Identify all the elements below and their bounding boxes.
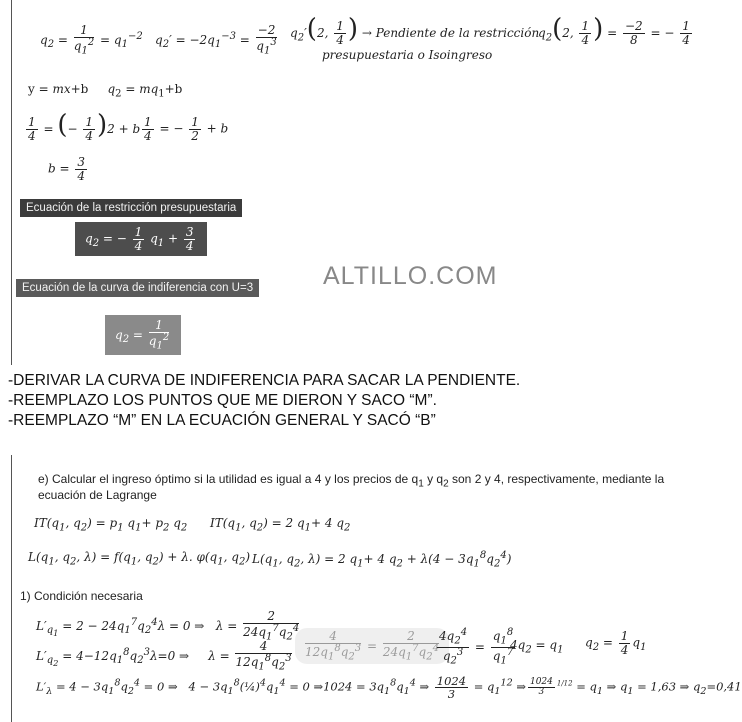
part-e-statement-2: ecuación de Lagrange xyxy=(38,488,157,502)
instruction-3: -REEMPLAZO “M” EN LA ECUACIÓN GENERAL Y SACÓ “B” xyxy=(8,412,436,429)
l-q2: $L'_{q_2} = 4-12q_1^8q_2^3\lambda=0$ ⇒ λ = $\frac{4}{12q_1^8q_2^3}$ xyxy=(36,639,292,672)
eq-line-general: y = mx+b $q_2 = mq_1+b$ xyxy=(28,82,183,100)
eq-q2-definition: $q_2$ = $\frac{1}{q_1^2}$ = $q_1^{-2}$ xyxy=(40,23,143,56)
it-general: $IT(q_1$, $q_2) = p_1$ $q_1+ p_2$ $q_2$ xyxy=(34,516,188,534)
it-specific: $IT(q_1$, $q_2) = 2$ $q_1+ 4$ $q_2$ xyxy=(210,516,351,534)
condicion-necesaria: 1) Condición necesaria xyxy=(20,589,143,603)
ratio-3: $q_2$ = $\frac{1}{4}$ $q_1$ xyxy=(585,629,647,657)
box-curva: $q_2$ = $\frac{1}{q_1^2}$ xyxy=(105,315,181,355)
left-rule-bottom xyxy=(11,455,12,722)
label-restriccion: Ecuación de la restricción presupuestaria xyxy=(20,199,242,217)
left-rule-top xyxy=(11,0,12,365)
l-q1: $L'_{q_1} = 2 - 24q_1^7q_2^4\lambda = 0$ ⇒ λ = $\frac{2}{24q_1^7q_2^4}$ xyxy=(36,609,300,642)
ratio: $\frac{4q_2^4}{q_2^3}$ = $\frac{q_1^8}{q_1^7}$ xyxy=(439,627,514,667)
eq-substitution-2: $\frac{1}{4}$ = − $\frac{1}{2}$ + b xyxy=(144,115,229,143)
eq-substitution-1: $\frac{1}{4}$ = (− $\frac{1}{4}$ )2 + b xyxy=(28,110,141,143)
l-lambda: $L'_\lambda = 4 - 3q_1^8q_2^4 = 0$ ⇒ $4 - 3q_1^8(\frac{1}{4})^4q_1^4 = 0$ ⇒1024 = $3q_1^8q_1^4$ ⇒ $\frac{1024}{3}$ = $q_1^{12}$ ⇒ $\frac{1024}{3}$ $^{1/12} = q_1$ ⇒ $q_1 = 1,63$ ⇒ $q_2=0,41$ xyxy=(36,674,742,702)
instruction-2: -REEMPLAZO LOS PUNTOS QUE ME DIERON Y SACO “M”. xyxy=(8,392,437,409)
eq-slope-label-2: presupuestaria o Isoingreso xyxy=(322,48,493,62)
equality-left: $\frac{4}{12q_1^8q_2^3}$ = $\frac{2}{24q_1^7q_2^4}$ xyxy=(295,628,449,664)
watermark: ALTILLO.COM xyxy=(323,262,498,290)
instruction-1: -DERIVAR LA CURVA DE INDIFERENCIA PARA SACAR LA PENDIENTE. xyxy=(8,372,521,389)
box-restriccion: $q_2$ = − $\frac{1}{4}$ $q_1$ + $\frac{3}{4}$ xyxy=(75,222,207,256)
eq-slope-value: $q_2(2$, $\frac{1}{4}$ ) = $\frac{-2}{8}$ = − $\frac{1}{4}$ xyxy=(538,14,690,47)
label-curva: Ecuación de la curva de indiferencia con U=3 xyxy=(16,279,259,297)
eq-b-value: b = $\frac{3}{4}$ xyxy=(48,155,86,183)
lagrangian-general: $L(q_1$, $q_2$, $\lambda) = f(q_1$, $q_2) + \lambda$. $\varphi(q_1$, $q_2$) xyxy=(28,550,250,568)
part-e-statement: e) Calcular el ingreso óptimo si la utilidad es igual a 4 y los precios de $q_1$ y $q_2$ son 2 y 4, respectivamente, mediante la xyxy=(38,472,665,490)
eq-derivative: $q_2' = -2q_1^{-3}$ = $\frac{-2}{q_1^3}$ xyxy=(155,23,277,56)
ratio-2: $4q_2 = q_1$ xyxy=(510,638,564,656)
eq-slope-label: $q_2'(2$, $\frac{1}{4}$ ) → Pendiente de la restricción xyxy=(290,14,540,47)
lagrangian-specific: $L(q_1$, $q_2$, λ) = 2 $q_1+ 4$ $q_2 + \lambda(4 - 3q_1^8q_2^4)$ xyxy=(252,550,512,570)
